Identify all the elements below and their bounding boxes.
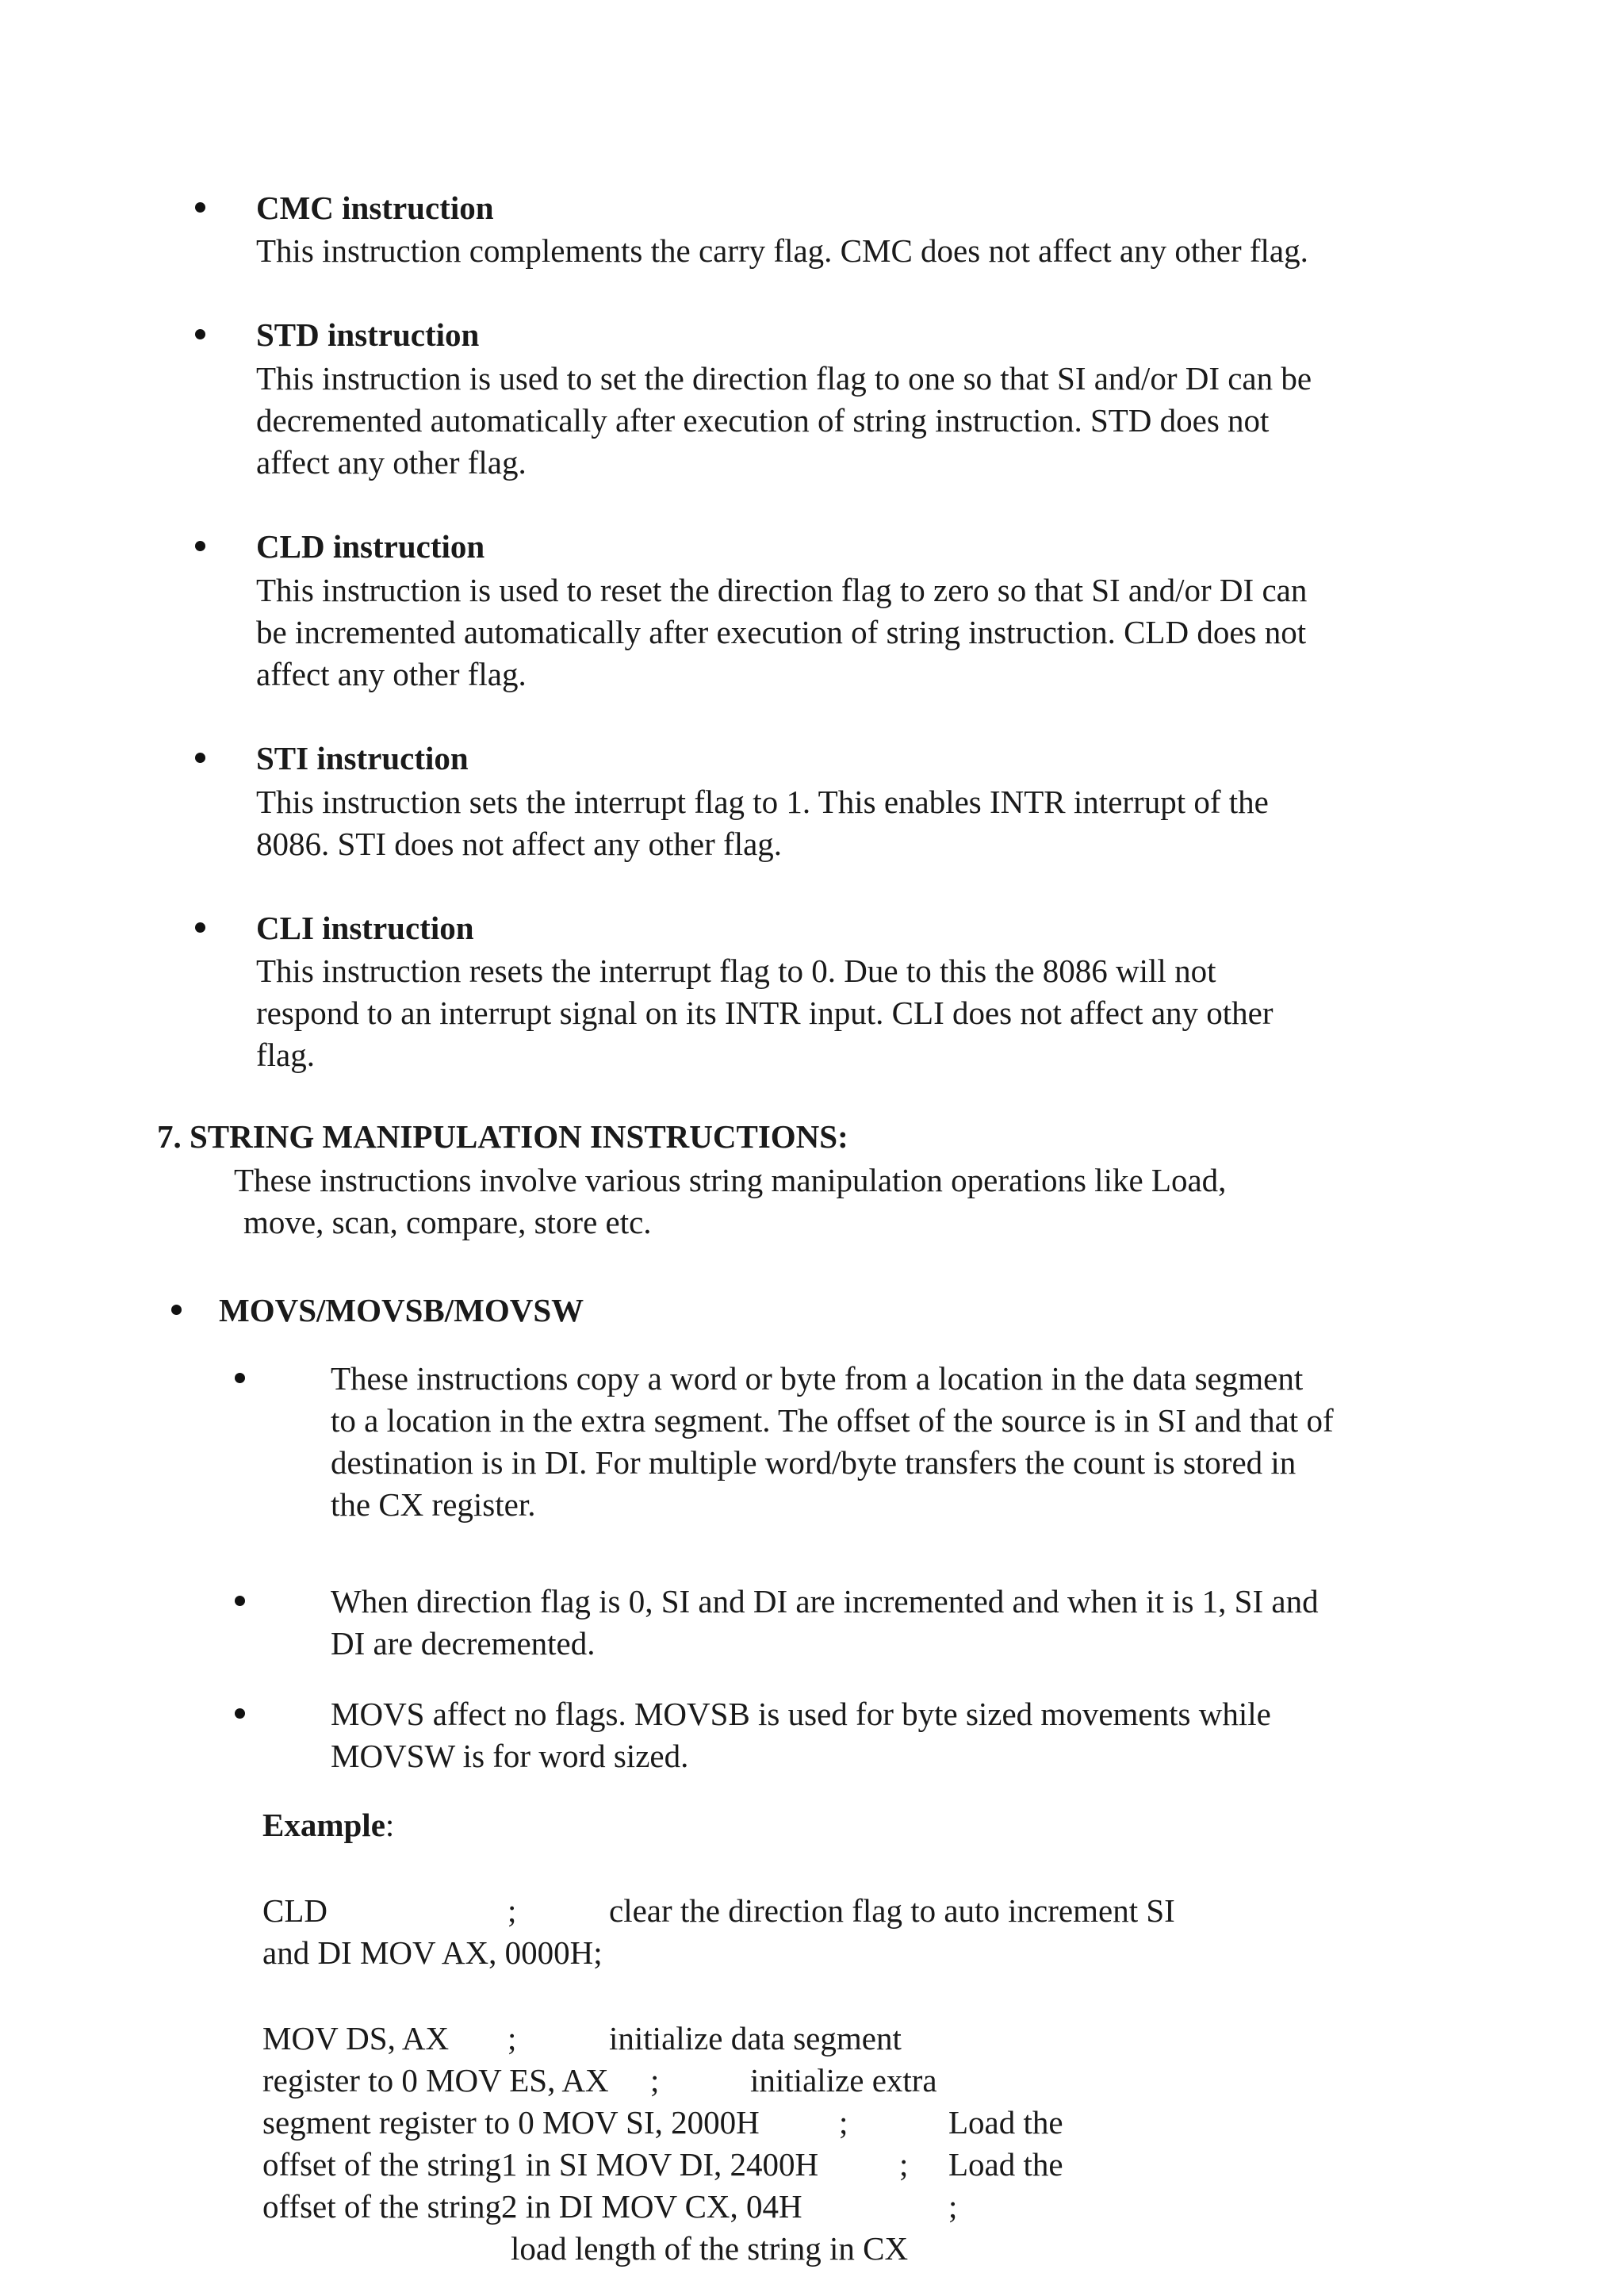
section-heading: 7. STRING MANIPULATION INSTRUCTIONS: xyxy=(157,1118,848,1155)
bullet-icon xyxy=(235,1596,245,1606)
code-line: segment register to 0 MOV SI, 2000H xyxy=(262,2104,760,2141)
code-comment: clear the direction flag to auto increment SI xyxy=(609,1892,1175,1929)
item-text-line: decremented automatically after execution of string instruction. STD does not xyxy=(256,402,1270,439)
section-intro-line: These instructions involve various string manipulation operations like Load, xyxy=(234,1162,1227,1198)
code-semicolon: ; xyxy=(839,2104,848,2141)
point-text-line: destination is in DI. For multiple word/byte transfers the count is stored in xyxy=(331,1444,1297,1481)
item-text-line: be incremented automatically after execution of string instruction. CLD does not xyxy=(256,614,1307,650)
item-title: CLI instruction xyxy=(256,910,474,946)
example-title: Example xyxy=(262,1807,385,1843)
code-line: and DI MOV AX, 0000H; xyxy=(262,1934,603,1971)
bullet-icon xyxy=(235,1373,245,1383)
code-line: register to 0 MOV ES, AX xyxy=(262,2062,609,2099)
item-text-line: 8086. STI does not affect any other flag. xyxy=(256,826,783,862)
item-text-line: This instruction is used to reset the direction flag to zero so that SI and/or DI can xyxy=(256,572,1308,608)
code-line: offset of the string2 in DI MOV CX, 04H xyxy=(262,2188,802,2225)
code-comment: initialize extra xyxy=(750,2062,937,2099)
code-comment: Load the xyxy=(948,2104,1063,2141)
bullet-icon xyxy=(195,541,205,551)
item-title: CLD instruction xyxy=(256,528,485,565)
bullet-icon xyxy=(195,329,205,339)
code-comment: Load the xyxy=(948,2146,1063,2183)
code-line: CLD xyxy=(262,1892,327,1929)
code-line: MOV DS, AX xyxy=(262,2020,450,2056)
item-title: STI instruction xyxy=(256,740,469,776)
item-text-line: respond to an interrupt signal on its INTR input. CLI does not affect any other xyxy=(256,995,1274,1031)
item-text-line: This instruction sets the interrupt flag to 1. This enables INTR interrupt of the xyxy=(256,784,1269,820)
bullet-icon xyxy=(235,1708,245,1719)
code-semicolon: ; xyxy=(650,2062,660,2099)
code-semicolon: ; xyxy=(508,1892,517,1929)
example-label xyxy=(262,1804,394,1846)
item-text-line: This instruction is used to set the direction flag to one so that SI and/or DI can be xyxy=(256,360,1312,397)
bullet-icon xyxy=(195,202,205,213)
item-text-line: affect any other flag. xyxy=(256,656,527,692)
code-semicolon: ; xyxy=(948,2188,958,2225)
point-text-line: DI are decremented. xyxy=(331,1625,596,1662)
bullet-icon xyxy=(195,922,205,933)
item-text-line: flag. xyxy=(256,1037,315,1073)
item-title: STD instruction xyxy=(256,316,480,353)
item-text-line: This instruction resets the interrupt flag to 0. Due to this the 8086 will not xyxy=(256,953,1216,989)
point-text-line: to a location in the extra segment. The offset of the source is in SI and that of xyxy=(331,1402,1334,1439)
item-title: CMC instruction xyxy=(256,190,494,226)
point-text-line: These instructions copy a word or byte from a location in the data segment xyxy=(331,1360,1304,1397)
section-intro-line: move, scan, compare, store etc. xyxy=(243,1204,652,1240)
code-comment: initialize data segment xyxy=(609,2020,902,2056)
code-line: load length of the string in CX xyxy=(511,2230,909,2267)
example-colon: : xyxy=(385,1807,395,1843)
code-semicolon: ; xyxy=(508,2020,517,2056)
code-line: offset of the string1 in SI MOV DI, 2400H xyxy=(262,2146,819,2183)
item-text-line: affect any other flag. xyxy=(256,444,527,481)
point-text-line: MOVS affect no flags. MOVSB is used for byte sized movements while xyxy=(331,1696,1271,1732)
code-semicolon: ; xyxy=(899,2146,909,2183)
item-title: MOVS/MOVSB/MOVSW xyxy=(219,1292,584,1328)
bullet-icon xyxy=(195,753,205,763)
point-text-line: When direction flag is 0, SI and DI are incremented and when it is 1, SI and xyxy=(331,1583,1319,1619)
point-text-line: the CX register. xyxy=(331,1486,536,1523)
item-text-line: This instruction complements the carry flag. CMC does not affect any other flag. xyxy=(256,232,1308,269)
point-text-line: MOVSW is for word sized. xyxy=(331,1738,689,1774)
bullet-icon xyxy=(171,1305,182,1315)
